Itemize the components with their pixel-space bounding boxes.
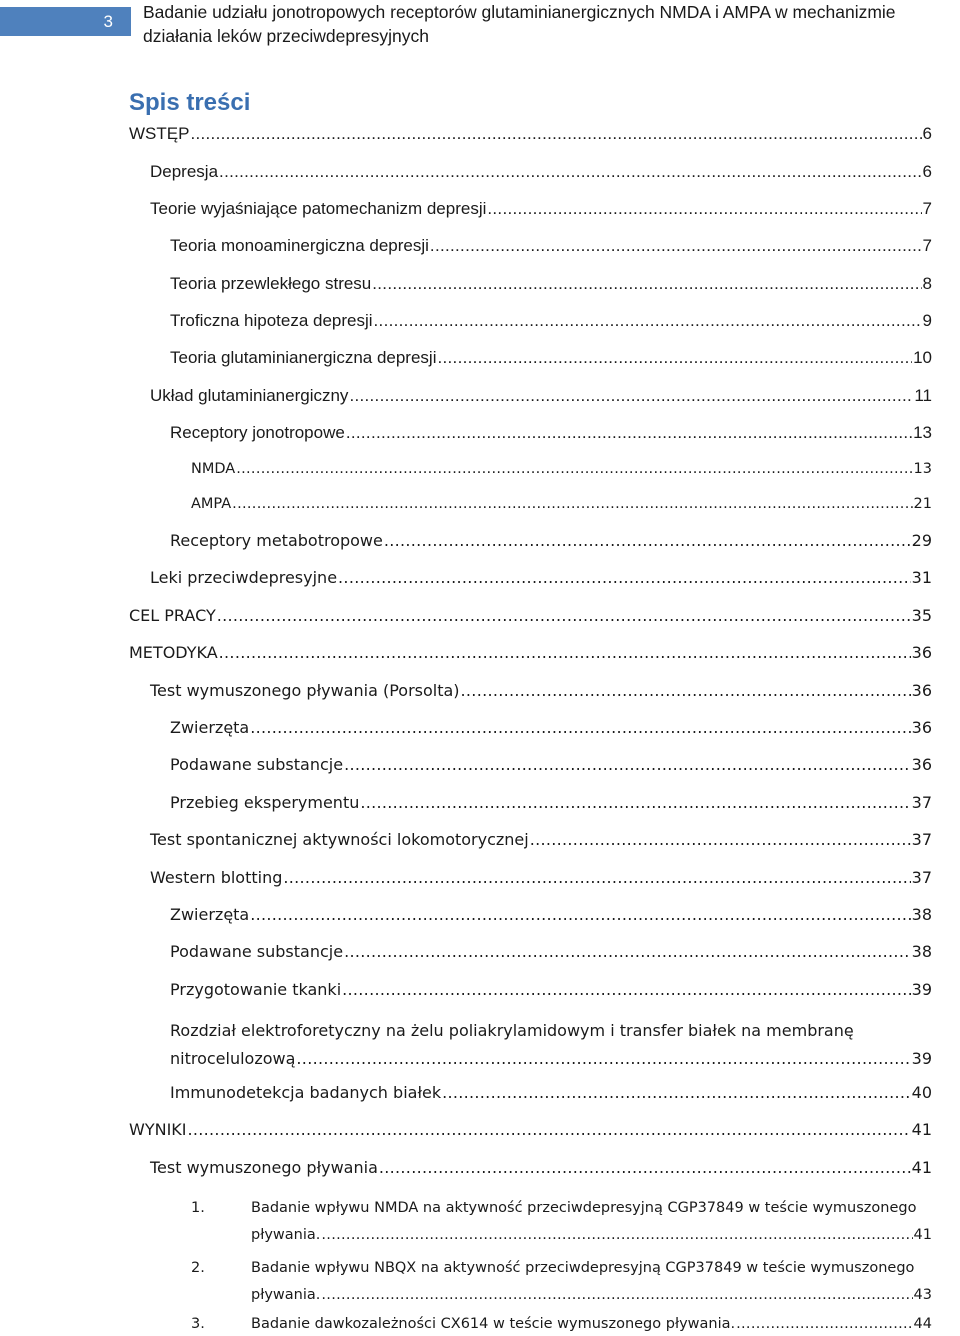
dot-leader	[379, 1158, 911, 1177]
dot-leader	[321, 1222, 912, 1249]
dot-leader	[321, 1282, 912, 1309]
dot-leader	[217, 606, 911, 625]
dot-leader	[219, 162, 921, 182]
toc-entry[interactable]	[191, 496, 932, 512]
dot-leader	[344, 942, 911, 961]
toc-entry[interactable]	[170, 348, 932, 368]
dot-leader	[188, 1120, 911, 1139]
toc-entry-title: Troficzna hipoteza depresji	[170, 311, 373, 330]
toc-entry-page: 13	[913, 423, 932, 442]
toc-entry-page: 38	[911, 942, 932, 961]
toc-entry[interactable]	[170, 980, 932, 999]
toc-entry-title: Leki przeciwdepresyjne	[150, 568, 338, 587]
toc-entry-number: 2.	[191, 1260, 205, 1276]
toc-entry-page: 7	[922, 236, 932, 255]
toc-entry-title: Test spontanicznej aktywności lokomotorycznej	[150, 830, 529, 849]
toc-entry-page: 39	[911, 1049, 932, 1068]
toc-entry-title: WYNIKI	[129, 1120, 187, 1139]
toc-entry-page: 41	[913, 1227, 932, 1243]
toc-entry-title: Zwierzęta	[170, 718, 250, 737]
toc-entry-page: 11	[914, 386, 932, 405]
toc-entry[interactable]	[129, 643, 932, 662]
toc-entry-title: Badanie dawkozależności CX614 w teście wymuszonego pływania.	[251, 1316, 736, 1332]
toc-entry-page: 6	[922, 162, 932, 181]
dot-leader	[296, 1045, 910, 1073]
dot-leader	[338, 568, 911, 587]
dot-leader	[344, 755, 911, 774]
toc-entry[interactable]	[150, 868, 932, 887]
toc-entry[interactable]	[170, 236, 932, 256]
dot-leader	[232, 496, 912, 512]
toc-entry-title: Rozdział elektroforetyczny na żelu poliakrylamidowym i transfer białek na membranę	[170, 1021, 854, 1040]
dot-leader	[437, 348, 912, 368]
toc-entry[interactable]	[170, 793, 932, 812]
toc-entry-title: Teoria glutaminianergiczna depresji	[170, 348, 437, 367]
toc-entry-page: 36	[911, 718, 932, 737]
toc-entry-page: 44	[913, 1316, 932, 1332]
toc-entry-page: 38	[911, 905, 932, 924]
toc-entry-title: Receptory metabotropowe	[170, 531, 383, 550]
toc-entry-page: 9	[922, 311, 932, 330]
toc-entry-title: Western blotting	[150, 868, 283, 887]
running-header-title: Badanie udziału jonotropowych receptorów glutaminianergicznych NMDA i AMPA w mechanizmie działania leków przeciwdepresyjnych	[143, 2, 896, 46]
toc-entry[interactable]	[150, 568, 932, 587]
toc-entry[interactable]	[129, 606, 932, 625]
dot-leader	[487, 199, 921, 219]
toc-entry[interactable]	[170, 718, 932, 737]
toc-entry-number: 1.	[191, 1200, 205, 1216]
dot-leader	[461, 681, 911, 700]
toc-entry[interactable]	[191, 1195, 932, 1249]
toc-entry-title: NMDA	[191, 461, 236, 477]
toc-entry-page: 37	[911, 793, 932, 812]
toc-heading: Spis treści	[129, 89, 251, 116]
toc-entry-page: 29	[911, 531, 932, 550]
toc-entry-page: 21	[913, 496, 932, 512]
toc-entry[interactable]	[170, 905, 932, 924]
dot-leader	[736, 1316, 912, 1332]
toc-entry-title: Zwierzęta	[170, 905, 250, 924]
toc-entry-page: 13	[913, 461, 932, 477]
toc-entry[interactable]	[129, 1120, 932, 1139]
toc-entry-page: 41	[911, 1120, 932, 1139]
toc-entry[interactable]	[170, 531, 932, 550]
dot-leader	[250, 718, 910, 737]
dot-leader	[530, 830, 911, 849]
toc-entry[interactable]	[150, 681, 932, 700]
toc-entry-page: 6	[922, 124, 932, 143]
toc-entry-page: 36	[911, 755, 932, 774]
toc-entry-page: 37	[911, 868, 932, 887]
toc-entry[interactable]	[191, 1255, 932, 1309]
dot-leader	[374, 311, 922, 331]
dot-leader	[360, 793, 910, 812]
toc-entry-page: 10	[913, 348, 932, 367]
toc-entry-title: Przygotowanie tkanki	[170, 980, 342, 999]
toc-entry-title: Układ glutaminianergiczny	[150, 386, 349, 405]
toc-entry-title: Podawane substancje	[170, 942, 344, 961]
toc-entry-title: Depresja	[150, 162, 219, 181]
toc-entry-title: CEL PRACY	[129, 606, 216, 625]
dot-leader	[346, 423, 912, 443]
dot-leader	[342, 980, 911, 999]
toc-entry-title-continuation: nitrocelulozową	[170, 1049, 296, 1068]
toc-entry-title: Test wymuszonego pływania (Porsolta)	[150, 681, 460, 700]
toc-entry-page: 7	[922, 199, 932, 218]
toc-entry[interactable]	[150, 199, 932, 219]
toc-entry[interactable]	[170, 1017, 932, 1073]
toc-entry-title-continuation: pływania.	[251, 1287, 321, 1303]
dot-leader	[349, 386, 913, 406]
toc-entry-page: 36	[911, 643, 932, 662]
toc-entry-page: 8	[922, 274, 932, 293]
toc-entry[interactable]	[150, 1158, 932, 1177]
toc-entry[interactable]	[170, 1083, 932, 1102]
toc-entry-title: Badanie wpływu NBQX na aktywność przeciwdepresyjną CGP37849 w teście wymuszonego	[251, 1260, 915, 1276]
toc-entry[interactable]	[170, 311, 932, 331]
toc-entry-page: 31	[911, 568, 932, 587]
toc-entry-page: 39	[911, 980, 932, 999]
toc-entry-page: 40	[911, 1083, 932, 1102]
toc-entry[interactable]	[170, 755, 932, 774]
toc-entry-title: Przebieg eksperymentu	[170, 793, 360, 812]
dot-leader	[250, 905, 910, 924]
dot-leader	[236, 461, 912, 477]
dot-leader	[190, 124, 921, 144]
dot-leader	[384, 531, 911, 550]
toc-entry-page: 37	[911, 830, 932, 849]
toc-entry-title: Teoria monoaminergiczna depresji	[170, 236, 429, 255]
toc-entry-title: Teorie wyjaśniające patomechanizm depresji	[150, 199, 487, 218]
toc-entry[interactable]	[191, 461, 932, 477]
toc-entry[interactable]	[150, 162, 932, 182]
toc-entry-page: 43	[913, 1287, 932, 1303]
toc-entry[interactable]	[170, 423, 932, 443]
toc-entry-title: Teoria przewlekłego stresu	[170, 274, 372, 293]
page-number-badge: 3	[0, 7, 131, 36]
toc-entry-title: Receptory jonotropowe	[170, 423, 345, 442]
toc-entry-title: Badanie wpływu NMDA na aktywność przeciwdepresyjną CGP37849 w teście wymuszonego	[251, 1200, 917, 1216]
dot-leader	[430, 236, 922, 256]
toc-entry[interactable]	[150, 830, 932, 849]
toc-entry-title: AMPA	[191, 496, 232, 512]
toc-entry-title: Immunodetekcja badanych białek	[170, 1083, 442, 1102]
toc-entry-page: 36	[911, 681, 932, 700]
dot-leader	[283, 868, 910, 887]
toc-entry-page: 35	[911, 606, 932, 625]
toc-entry-title: WSTĘP	[129, 124, 190, 143]
toc-entry-title: Test wymuszonego pływania	[150, 1158, 378, 1177]
toc-entry-number: 3.	[191, 1316, 205, 1332]
toc-entry-page: 41	[911, 1158, 932, 1177]
toc-entry[interactable]	[150, 386, 932, 406]
toc-entry-title-continuation: pływania.	[251, 1227, 321, 1243]
dot-leader	[219, 643, 911, 662]
toc-entry[interactable]	[170, 274, 932, 294]
toc-entry[interactable]	[170, 942, 932, 961]
toc-entry-title: Podawane substancje	[170, 755, 344, 774]
dot-leader	[372, 274, 921, 294]
toc-entry[interactable]	[129, 124, 932, 144]
toc-entry-title: METODYKA	[129, 643, 218, 662]
dot-leader	[442, 1083, 911, 1102]
toc-entry[interactable]	[191, 1316, 932, 1332]
